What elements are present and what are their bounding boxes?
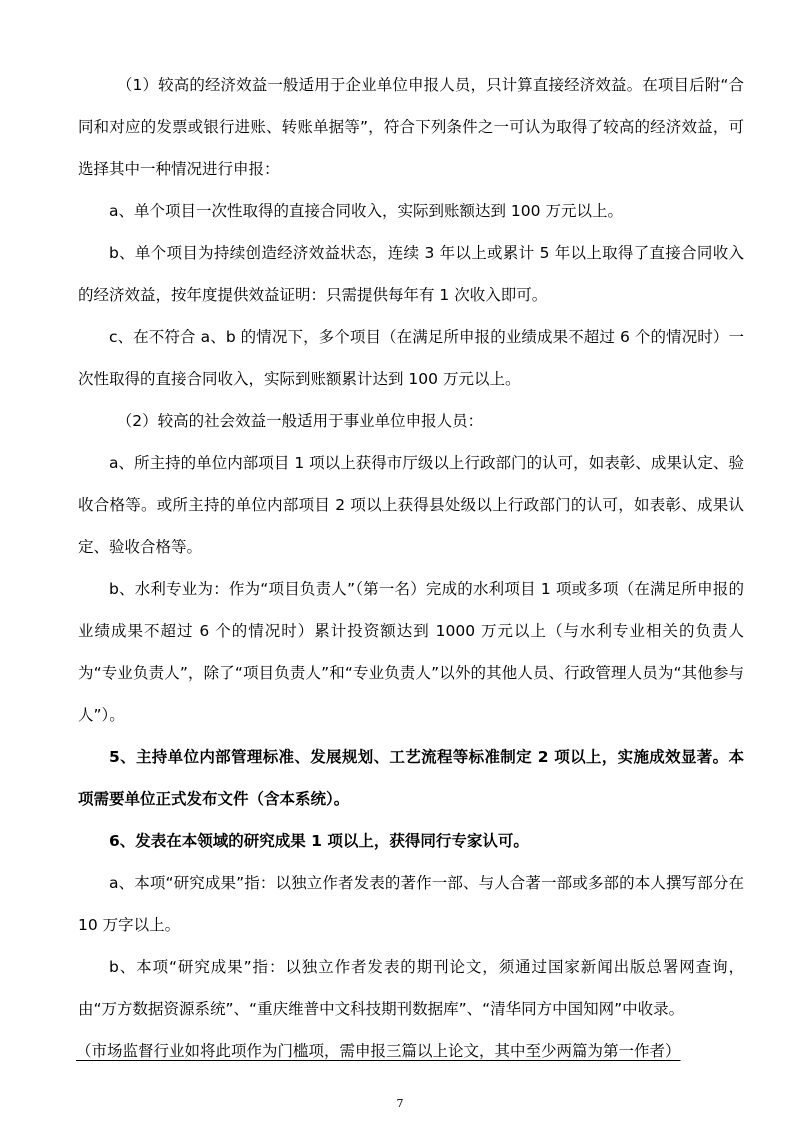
heading-item-5: 5、主持单位内部管理标准、发展规划、工艺流程等标准制定 2 项以上，实施成效显著。本项需要单位正式发布文件（含本系统）。 <box>78 748 744 808</box>
page-number: 7 <box>396 1097 404 1110</box>
note-market-supervision <box>76 1030 746 1072</box>
paragraph-research-a: a、本项“研究成果”指：以独立作者发表的著作一部、与人合著一部或多部的本人撰写部分在 10 万字以上。 <box>78 874 744 934</box>
paragraph-economic-c: c、在不符合 a、b 的情况下，多个项目（在满足所申报的业绩成果不超过 6 个的情况时）一次性取得的直接合同收入，实际到账额累计达到 100 万元以上。 <box>78 328 744 388</box>
paragraph-social-b-water: b、水利专业为：作为“项目负责人”（第一名）完成的水利项目 1 项或多项（在满足所申报的业绩成果不超过 6 个的情况时）累计投资额达到 1000 万元以上（与水利专业相关的负责人为“专业负责人”，除了“项目负责人”和“专业负责人”以外的其他人员、行政管理人员为“其他参与人”）。 <box>78 580 744 724</box>
paragraph-economic-benefit-intro: （1）较高的经济效益一般适用于企业单位申报人员，只计算直接经济效益。在项目后附“合同和对应的发票或银行进账、转账单据等”，符合下列条件之一可认为取得了较高的经济效益，可选择其中一种情况进行申报： <box>78 76 744 178</box>
paragraph-social-a: a、所主持的单位内部项目 1 项以上获得市厅级以上行政部门的认可，如表彰、成果认定、验收合格等。或所主持的单位内部项目 2 项以上获得县处级以上行政部门的认可，如表彰、成果认定、验收合格等。 <box>78 454 744 556</box>
paragraph-economic-a: a、单个项目一次性取得的直接合同收入，实际到账额达到 100 万元以上。 <box>109 202 623 220</box>
paragraph-social-benefit-intro: （2）较高的社会效益一般适用于事业单位申报人员： <box>109 412 484 430</box>
paragraph-research-b: b、本项“研究成果”指：以独立作者发表的期刊论文，须通过国家新闻出版总署网查询，由“万方数据资源系统”、“重庆维普中文科技期刊数据库”、“清华同方中国知网”中收录。 <box>78 958 744 1018</box>
heading-item-6: 6、发表在本领域的研究成果 1 项以上，获得同行专家认可。 <box>109 832 529 850</box>
note-market-supervision-text: （市场监督行业如将此项作为门槛项，需申报三篇以上论文，其中至少两篇为第一作者） <box>76 1042 681 1060</box>
paragraph-economic-b: b、单个项目为持续创造经济效益状态，连续 3 年以上或累计 5 年以上取得了直接合同收入的经济效益，按年度提供效益证明：只需提供每年有 1 次收入即可。 <box>78 244 744 304</box>
